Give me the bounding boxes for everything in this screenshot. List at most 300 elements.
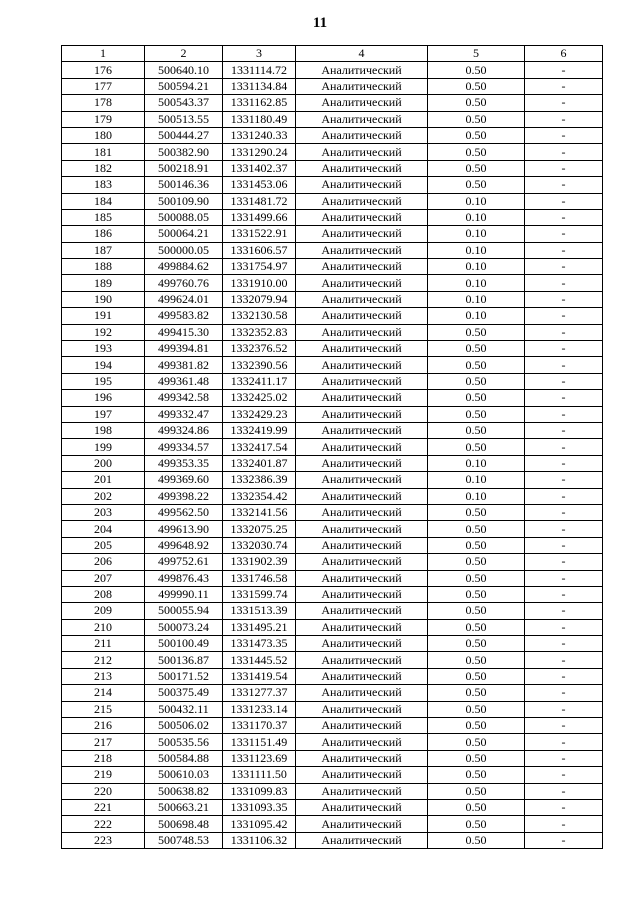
note-cell: -: [525, 275, 603, 291]
note-cell: -: [525, 127, 603, 143]
accuracy-cell: 0.50: [428, 390, 525, 406]
header-cell-5: 5: [428, 46, 525, 62]
accuracy-cell: 0.50: [428, 619, 525, 635]
note-cell: -: [525, 783, 603, 799]
method-cell: Аналитический: [296, 111, 428, 127]
method-cell: Аналитический: [296, 308, 428, 324]
accuracy-cell: 0.10: [428, 488, 525, 504]
x-coordinate-cell: 499583.82: [145, 308, 223, 324]
table-row: [62, 521, 603, 537]
x-coordinate-cell: 499562.50: [145, 504, 223, 520]
x-coordinate-cell: 499613.90: [145, 521, 223, 537]
method-cell: Аналитический: [296, 816, 428, 832]
x-coordinate-cell: 499394.81: [145, 341, 223, 357]
method-cell: Аналитический: [296, 783, 428, 799]
note-cell: -: [525, 308, 603, 324]
point-number-cell: 213: [62, 668, 145, 684]
x-coordinate-cell: 499334.57: [145, 439, 223, 455]
point-number-cell: 193: [62, 341, 145, 357]
method-cell: Аналитический: [296, 259, 428, 275]
y-coordinate-cell: 1331111.50: [223, 767, 296, 783]
method-cell: Аналитический: [296, 373, 428, 389]
point-number-cell: 222: [62, 816, 145, 832]
x-coordinate-cell: 499353.35: [145, 455, 223, 471]
accuracy-cell: 0.10: [428, 193, 525, 209]
table-row: [62, 357, 603, 373]
accuracy-cell: 0.10: [428, 455, 525, 471]
method-cell: Аналитический: [296, 160, 428, 176]
accuracy-cell: 0.50: [428, 439, 525, 455]
y-coordinate-cell: 1332079.94: [223, 291, 296, 307]
table-row: [62, 685, 603, 701]
table-row: [62, 127, 603, 143]
x-coordinate-cell: 499369.60: [145, 472, 223, 488]
table-row: [62, 160, 603, 176]
method-cell: Аналитический: [296, 619, 428, 635]
accuracy-cell: 0.10: [428, 275, 525, 291]
y-coordinate-cell: 1332386.39: [223, 472, 296, 488]
note-cell: -: [525, 734, 603, 750]
accuracy-cell: 0.50: [428, 341, 525, 357]
accuracy-cell: 0.50: [428, 685, 525, 701]
point-number-cell: 196: [62, 390, 145, 406]
method-cell: Аналитический: [296, 406, 428, 422]
note-cell: -: [525, 619, 603, 635]
point-number-cell: 199: [62, 439, 145, 455]
x-coordinate-cell: 500638.82: [145, 783, 223, 799]
accuracy-cell: 0.50: [428, 603, 525, 619]
y-coordinate-cell: 1331513.39: [223, 603, 296, 619]
table-row: [62, 472, 603, 488]
note-cell: -: [525, 537, 603, 553]
point-number-cell: 220: [62, 783, 145, 799]
y-coordinate-cell: 1332376.52: [223, 341, 296, 357]
note-cell: -: [525, 554, 603, 570]
note-cell: -: [525, 668, 603, 684]
y-coordinate-cell: 1331453.06: [223, 177, 296, 193]
accuracy-cell: 0.50: [428, 816, 525, 832]
note-cell: -: [525, 701, 603, 717]
y-coordinate-cell: 1331151.49: [223, 734, 296, 750]
note-cell: -: [525, 390, 603, 406]
x-coordinate-cell: 499760.76: [145, 275, 223, 291]
table-row: [62, 406, 603, 422]
method-cell: Аналитический: [296, 291, 428, 307]
x-coordinate-cell: 500584.88: [145, 750, 223, 766]
point-number-cell: 219: [62, 767, 145, 783]
method-cell: Аналитический: [296, 242, 428, 258]
accuracy-cell: 0.50: [428, 144, 525, 160]
point-number-cell: 221: [62, 799, 145, 815]
accuracy-cell: 0.10: [428, 259, 525, 275]
y-coordinate-cell: 1332354.42: [223, 488, 296, 504]
table-row: [62, 734, 603, 750]
method-cell: Аналитический: [296, 570, 428, 586]
method-cell: Аналитический: [296, 603, 428, 619]
table-row: [62, 767, 603, 783]
table-row: [62, 95, 603, 111]
x-coordinate-cell: 500088.05: [145, 209, 223, 225]
note-cell: -: [525, 504, 603, 520]
table-row: [62, 390, 603, 406]
method-cell: Аналитический: [296, 554, 428, 570]
x-coordinate-cell: 500218.91: [145, 160, 223, 176]
point-number-cell: 198: [62, 422, 145, 438]
accuracy-cell: 0.50: [428, 570, 525, 586]
accuracy-cell: 0.50: [428, 832, 525, 848]
y-coordinate-cell: 1331522.91: [223, 226, 296, 242]
point-number-cell: 186: [62, 226, 145, 242]
x-coordinate-cell: 499884.62: [145, 259, 223, 275]
y-coordinate-cell: 1331419.54: [223, 668, 296, 684]
y-coordinate-cell: 1331093.35: [223, 799, 296, 815]
method-cell: Аналитический: [296, 341, 428, 357]
method-cell: Аналитический: [296, 668, 428, 684]
method-cell: Аналитический: [296, 390, 428, 406]
y-coordinate-cell: 1331162.85: [223, 95, 296, 111]
x-coordinate-cell: 499648.92: [145, 537, 223, 553]
table-row: [62, 439, 603, 455]
point-number-cell: 177: [62, 78, 145, 94]
point-number-cell: 218: [62, 750, 145, 766]
note-cell: -: [525, 95, 603, 111]
note-cell: -: [525, 406, 603, 422]
method-cell: Аналитический: [296, 144, 428, 160]
accuracy-cell: 0.50: [428, 734, 525, 750]
method-cell: Аналитический: [296, 734, 428, 750]
table-row: [62, 488, 603, 504]
y-coordinate-cell: 1331445.52: [223, 652, 296, 668]
point-number-cell: 195: [62, 373, 145, 389]
x-coordinate-cell: 500698.48: [145, 816, 223, 832]
point-number-cell: 215: [62, 701, 145, 717]
point-number-cell: 183: [62, 177, 145, 193]
header-cell-4: 4: [296, 46, 428, 62]
note-cell: -: [525, 832, 603, 848]
point-number-cell: 209: [62, 603, 145, 619]
point-number-cell: 201: [62, 472, 145, 488]
note-cell: -: [525, 111, 603, 127]
note-cell: -: [525, 472, 603, 488]
x-coordinate-cell: 500146.36: [145, 177, 223, 193]
note-cell: -: [525, 455, 603, 471]
note-cell: -: [525, 799, 603, 815]
note-cell: -: [525, 718, 603, 734]
accuracy-cell: 0.50: [428, 111, 525, 127]
y-coordinate-cell: 1331240.33: [223, 127, 296, 143]
point-number-cell: 185: [62, 209, 145, 225]
note-cell: -: [525, 570, 603, 586]
x-coordinate-cell: 500136.87: [145, 652, 223, 668]
table-row: [62, 537, 603, 553]
point-number-cell: 184: [62, 193, 145, 209]
note-cell: -: [525, 177, 603, 193]
header-cell-1: 1: [62, 46, 145, 62]
method-cell: Аналитический: [296, 422, 428, 438]
note-cell: -: [525, 209, 603, 225]
point-number-cell: 189: [62, 275, 145, 291]
accuracy-cell: 0.50: [428, 521, 525, 537]
accuracy-cell: 0.50: [428, 357, 525, 373]
x-coordinate-cell: 499342.58: [145, 390, 223, 406]
method-cell: Аналитический: [296, 521, 428, 537]
y-coordinate-cell: 1331473.35: [223, 636, 296, 652]
x-coordinate-cell: 500543.37: [145, 95, 223, 111]
x-coordinate-cell: 500382.90: [145, 144, 223, 160]
x-coordinate-cell: 499398.22: [145, 488, 223, 504]
y-coordinate-cell: 1331114.72: [223, 62, 296, 78]
y-coordinate-cell: 1331599.74: [223, 586, 296, 602]
x-coordinate-cell: 499324.86: [145, 422, 223, 438]
accuracy-cell: 0.50: [428, 504, 525, 520]
y-coordinate-cell: 1331123.69: [223, 750, 296, 766]
header-cell-3: 3: [223, 46, 296, 62]
note-cell: -: [525, 636, 603, 652]
x-coordinate-cell: 500640.10: [145, 62, 223, 78]
y-coordinate-cell: 1332390.56: [223, 357, 296, 373]
note-cell: -: [525, 586, 603, 602]
x-coordinate-cell: 500748.53: [145, 832, 223, 848]
y-coordinate-cell: 1331180.49: [223, 111, 296, 127]
x-coordinate-cell: 500535.56: [145, 734, 223, 750]
accuracy-cell: 0.50: [428, 554, 525, 570]
y-coordinate-cell: 1331095.42: [223, 816, 296, 832]
y-coordinate-cell: 1331233.14: [223, 701, 296, 717]
accuracy-cell: 0.50: [428, 750, 525, 766]
x-coordinate-cell: 500375.49: [145, 685, 223, 701]
method-cell: Аналитический: [296, 78, 428, 94]
point-number-cell: 204: [62, 521, 145, 537]
note-cell: -: [525, 422, 603, 438]
point-number-cell: 190: [62, 291, 145, 307]
accuracy-cell: 0.50: [428, 62, 525, 78]
table-row: [62, 422, 603, 438]
method-cell: Аналитический: [296, 324, 428, 340]
method-cell: Аналитический: [296, 636, 428, 652]
table-row: [62, 570, 603, 586]
x-coordinate-cell: 500506.02: [145, 718, 223, 734]
note-cell: -: [525, 341, 603, 357]
table-row: [62, 62, 603, 78]
accuracy-cell: 0.10: [428, 242, 525, 258]
table-row: [62, 783, 603, 799]
method-cell: Аналитический: [296, 357, 428, 373]
method-cell: Аналитический: [296, 701, 428, 717]
method-cell: Аналитический: [296, 127, 428, 143]
note-cell: -: [525, 685, 603, 701]
x-coordinate-cell: 499361.48: [145, 373, 223, 389]
note-cell: -: [525, 160, 603, 176]
y-coordinate-cell: 1331106.32: [223, 832, 296, 848]
note-cell: -: [525, 144, 603, 160]
table-row: [62, 177, 603, 193]
note-cell: -: [525, 439, 603, 455]
accuracy-cell: 0.50: [428, 373, 525, 389]
note-cell: -: [525, 291, 603, 307]
y-coordinate-cell: 1332417.54: [223, 439, 296, 455]
point-number-cell: 191: [62, 308, 145, 324]
method-cell: Аналитический: [296, 537, 428, 553]
table-row: [62, 209, 603, 225]
method-cell: Аналитический: [296, 488, 428, 504]
table-row: [62, 636, 603, 652]
accuracy-cell: 0.50: [428, 668, 525, 684]
method-cell: Аналитический: [296, 226, 428, 242]
point-number-cell: 179: [62, 111, 145, 127]
method-cell: Аналитический: [296, 718, 428, 734]
y-coordinate-cell: 1331290.24: [223, 144, 296, 160]
y-coordinate-cell: 1331754.97: [223, 259, 296, 275]
accuracy-cell: 0.50: [428, 95, 525, 111]
y-coordinate-cell: 1331910.00: [223, 275, 296, 291]
table-row: [62, 324, 603, 340]
accuracy-cell: 0.50: [428, 636, 525, 652]
point-number-cell: 180: [62, 127, 145, 143]
table-row: [62, 750, 603, 766]
accuracy-cell: 0.50: [428, 127, 525, 143]
table-body: [62, 62, 603, 849]
x-coordinate-cell: 500064.21: [145, 226, 223, 242]
table-row: [62, 308, 603, 324]
method-cell: Аналитический: [296, 275, 428, 291]
x-coordinate-cell: 500000.05: [145, 242, 223, 258]
point-number-cell: 203: [62, 504, 145, 520]
y-coordinate-cell: 1332075.25: [223, 521, 296, 537]
method-cell: Аналитический: [296, 177, 428, 193]
x-coordinate-cell: 500109.90: [145, 193, 223, 209]
y-coordinate-cell: 1331495.21: [223, 619, 296, 635]
table-row: [62, 701, 603, 717]
y-coordinate-cell: 1332130.58: [223, 308, 296, 324]
point-number-cell: 200: [62, 455, 145, 471]
accuracy-cell: 0.50: [428, 767, 525, 783]
table-row: [62, 586, 603, 602]
point-number-cell: 211: [62, 636, 145, 652]
point-number-cell: 216: [62, 718, 145, 734]
table-row: [62, 619, 603, 635]
table-row: [62, 718, 603, 734]
x-coordinate-cell: 499415.30: [145, 324, 223, 340]
x-coordinate-cell: 500663.21: [145, 799, 223, 815]
accuracy-cell: 0.50: [428, 799, 525, 815]
method-cell: Аналитический: [296, 799, 428, 815]
y-coordinate-cell: 1331277.37: [223, 685, 296, 701]
point-number-cell: 176: [62, 62, 145, 78]
table-row: [62, 816, 603, 832]
point-number-cell: 181: [62, 144, 145, 160]
header-cell-6: 6: [525, 46, 603, 62]
y-coordinate-cell: 1331499.66: [223, 209, 296, 225]
note-cell: -: [525, 62, 603, 78]
point-number-cell: 197: [62, 406, 145, 422]
y-coordinate-cell: 1331134.84: [223, 78, 296, 94]
method-cell: Аналитический: [296, 472, 428, 488]
method-cell: Аналитический: [296, 439, 428, 455]
page-number: 11: [312, 15, 328, 31]
note-cell: -: [525, 357, 603, 373]
accuracy-cell: 0.50: [428, 78, 525, 94]
note-cell: -: [525, 521, 603, 537]
x-coordinate-cell: 499990.11: [145, 586, 223, 602]
accuracy-cell: 0.10: [428, 209, 525, 225]
x-coordinate-cell: 500610.03: [145, 767, 223, 783]
y-coordinate-cell: 1331902.39: [223, 554, 296, 570]
table-row: [62, 291, 603, 307]
x-coordinate-cell: 500594.21: [145, 78, 223, 94]
y-coordinate-cell: 1332401.87: [223, 455, 296, 471]
note-cell: -: [525, 488, 603, 504]
method-cell: Аналитический: [296, 193, 428, 209]
note-cell: -: [525, 603, 603, 619]
accuracy-cell: 0.50: [428, 701, 525, 717]
y-coordinate-cell: 1331099.83: [223, 783, 296, 799]
table-row: [62, 78, 603, 94]
y-coordinate-cell: 1331402.37: [223, 160, 296, 176]
table-row: [62, 554, 603, 570]
accuracy-cell: 0.10: [428, 472, 525, 488]
method-cell: Аналитический: [296, 95, 428, 111]
table-row: [62, 455, 603, 471]
y-coordinate-cell: 1332411.17: [223, 373, 296, 389]
note-cell: -: [525, 78, 603, 94]
accuracy-cell: 0.50: [428, 652, 525, 668]
note-cell: -: [525, 373, 603, 389]
point-number-cell: 188: [62, 259, 145, 275]
x-coordinate-cell: 500513.55: [145, 111, 223, 127]
table-row: [62, 259, 603, 275]
point-number-cell: 178: [62, 95, 145, 111]
accuracy-cell: 0.10: [428, 226, 525, 242]
table-row: [62, 275, 603, 291]
y-coordinate-cell: 1331170.37: [223, 718, 296, 734]
table-row: [62, 341, 603, 357]
point-number-cell: 214: [62, 685, 145, 701]
table-row: [62, 242, 603, 258]
note-cell: -: [525, 652, 603, 668]
note-cell: -: [525, 767, 603, 783]
note-cell: -: [525, 259, 603, 275]
x-coordinate-cell: 500432.11: [145, 701, 223, 717]
accuracy-cell: 0.50: [428, 324, 525, 340]
accuracy-cell: 0.50: [428, 783, 525, 799]
point-number-cell: 202: [62, 488, 145, 504]
accuracy-cell: 0.50: [428, 406, 525, 422]
method-cell: Аналитический: [296, 685, 428, 701]
table-row: [62, 652, 603, 668]
method-cell: Аналитический: [296, 504, 428, 520]
y-coordinate-cell: 1332425.02: [223, 390, 296, 406]
header-cell-2: 2: [145, 46, 223, 62]
table-row: [62, 193, 603, 209]
y-coordinate-cell: 1332352.83: [223, 324, 296, 340]
point-number-cell: 208: [62, 586, 145, 602]
method-cell: Аналитический: [296, 209, 428, 225]
note-cell: -: [525, 242, 603, 258]
x-coordinate-cell: 499624.01: [145, 291, 223, 307]
method-cell: Аналитический: [296, 767, 428, 783]
note-cell: -: [525, 193, 603, 209]
table-row: [62, 111, 603, 127]
accuracy-cell: 0.50: [428, 422, 525, 438]
table-row: [62, 504, 603, 520]
point-number-cell: 187: [62, 242, 145, 258]
accuracy-cell: 0.10: [428, 291, 525, 307]
point-number-cell: 206: [62, 554, 145, 570]
y-coordinate-cell: 1331746.58: [223, 570, 296, 586]
method-cell: Аналитический: [296, 832, 428, 848]
table-row: [62, 799, 603, 815]
x-coordinate-cell: 499876.43: [145, 570, 223, 586]
